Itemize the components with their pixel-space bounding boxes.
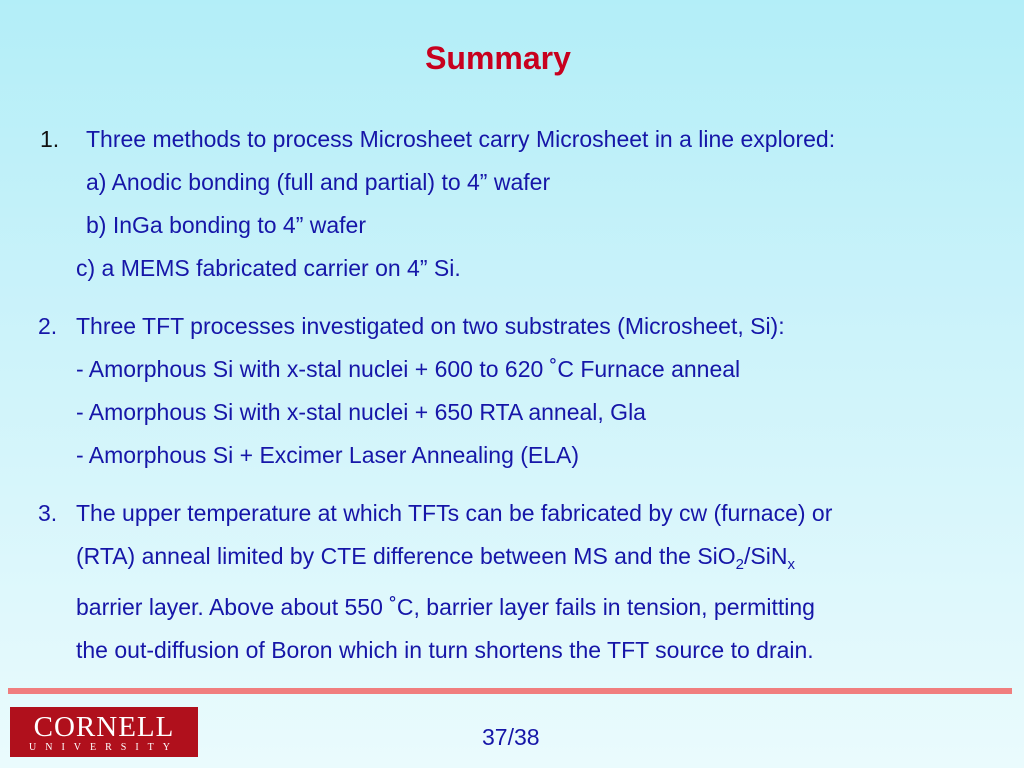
item-number: 1. [40,126,60,152]
cornell-logo [10,707,198,757]
item-line: Three methods to process Microsheet carry Microsheet in a line explored: [86,126,836,152]
line-text: /SiN [744,543,788,569]
item-line: the out-diffusion of Boron which in turn shortens the TFT source to drain. [76,637,814,663]
logo-wordmark: CORNELL [33,711,175,743]
line-text: (RTA) anneal limited by CTE difference between MS and the SiO [76,543,736,569]
logo-subtitle: UNIVERSITY [29,742,179,753]
item-line: c) a MEMS fabricated carrier on 4” Si. [76,255,461,281]
summary-item-2 [38,305,785,477]
item-line: - Amorphous Si with x-stal nuclei + 650 RTA anneal, Gla [76,399,646,425]
footer-divider [8,688,1012,694]
item-line: b) InGa bonding to 4” wafer [86,212,366,238]
item-line: Three TFT processes investigated on two substrates (Microsheet, Si): [76,313,785,339]
item-number: 2. [38,313,58,339]
item-line: - Amorphous Si with x-stal nuclei + 600 to 620 ˚C Furnace anneal [76,356,741,382]
subscript: x [787,556,795,573]
item-line: - Amorphous Si + Excimer Laser Annealing (ELA) [76,442,580,468]
page-number: 37/38 [482,724,540,750]
item-line [76,535,832,586]
summary-item-3 [38,492,832,672]
item-line: a) Anodic bonding (full and partial) to 4” wafer [86,169,551,195]
item-number: 3. [38,500,58,526]
subscript: 2 [735,556,744,573]
item-line: barrier layer. Above about 550 ˚C, barrier layer fails in tension, permitting [76,594,815,620]
slide-title: Summary [425,40,571,76]
summary-item-1 [40,118,835,290]
item-line: The upper temperature at which TFTs can be fabricated by cw (furnace) or [76,500,833,526]
